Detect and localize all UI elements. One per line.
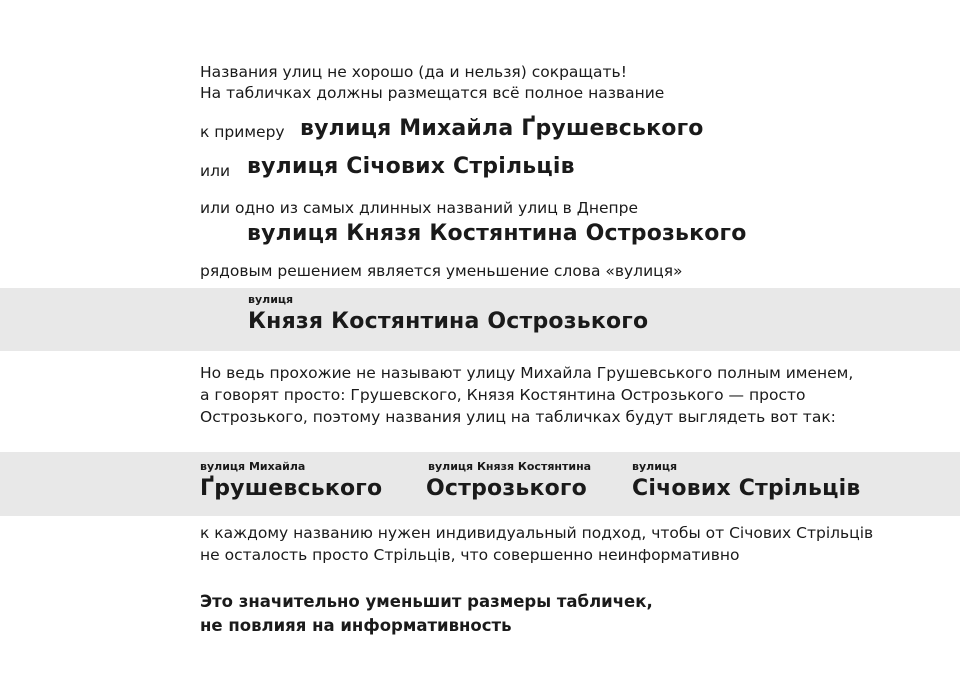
paragraph-line-1: Но ведь прохожие не называют улицу Михайла Грушевського полным именем, xyxy=(200,364,854,382)
sign-2-big-label: Острозького xyxy=(426,476,587,501)
example-1-prefix: к примеру xyxy=(200,123,285,141)
sign-band-1 xyxy=(0,288,960,351)
note-line-2: не осталость просто Стрільців, что совершенно неинформативно xyxy=(200,546,740,564)
solution-caption: рядовым решением является уменьшение слова «вулиця» xyxy=(200,262,683,280)
intro-line-2: На табличках должны размещатся всё полное название xyxy=(200,84,665,102)
sign-1-big-label: Ґрушевського xyxy=(200,476,383,501)
paragraph-line-3: Острозького, поэтому названия улиц на табличках будут выглядеть вот так: xyxy=(200,408,836,426)
sign-big-label: Князя Костянтина Острозького xyxy=(248,309,649,334)
sign-small-label: вулиця xyxy=(248,293,294,306)
longest-caption: или одно из самых длинных названий улиц в Днепре xyxy=(200,199,639,217)
sign-3-big-label: Січових Стрільців xyxy=(632,476,861,501)
example-2-street-name: вулиця Січових Стрільців xyxy=(247,154,575,179)
intro-line-1: Названия улиц не хорошо (да и нельзя) сокращать! xyxy=(200,63,627,81)
sign-1-small-label: вулиця Михайла xyxy=(200,460,306,473)
longest-street-name: вулиця Князя Костянтина Острозького xyxy=(247,221,747,246)
conclusion-line-2: не повлияя на информативность xyxy=(200,616,512,635)
conclusion-line-1: Это значительно уменьшит размеры табличек, xyxy=(200,592,653,611)
sign-2-small-label: вулиця Князя Костянтина xyxy=(428,460,592,473)
sign-band-2 xyxy=(0,452,960,516)
paragraph-line-2: а говорят просто: Грушевского, Князя Костянтина Острозького — просто xyxy=(200,386,806,404)
example-1-street-name: вулиця Михайла Ґрушевського xyxy=(300,116,704,141)
example-2-prefix: или xyxy=(200,162,231,180)
note-line-1: к каждому названию нужен индивидуальный подход, чтобы от Січових Стрільців xyxy=(200,524,874,542)
sign-3-small-label: вулиця xyxy=(632,460,678,473)
